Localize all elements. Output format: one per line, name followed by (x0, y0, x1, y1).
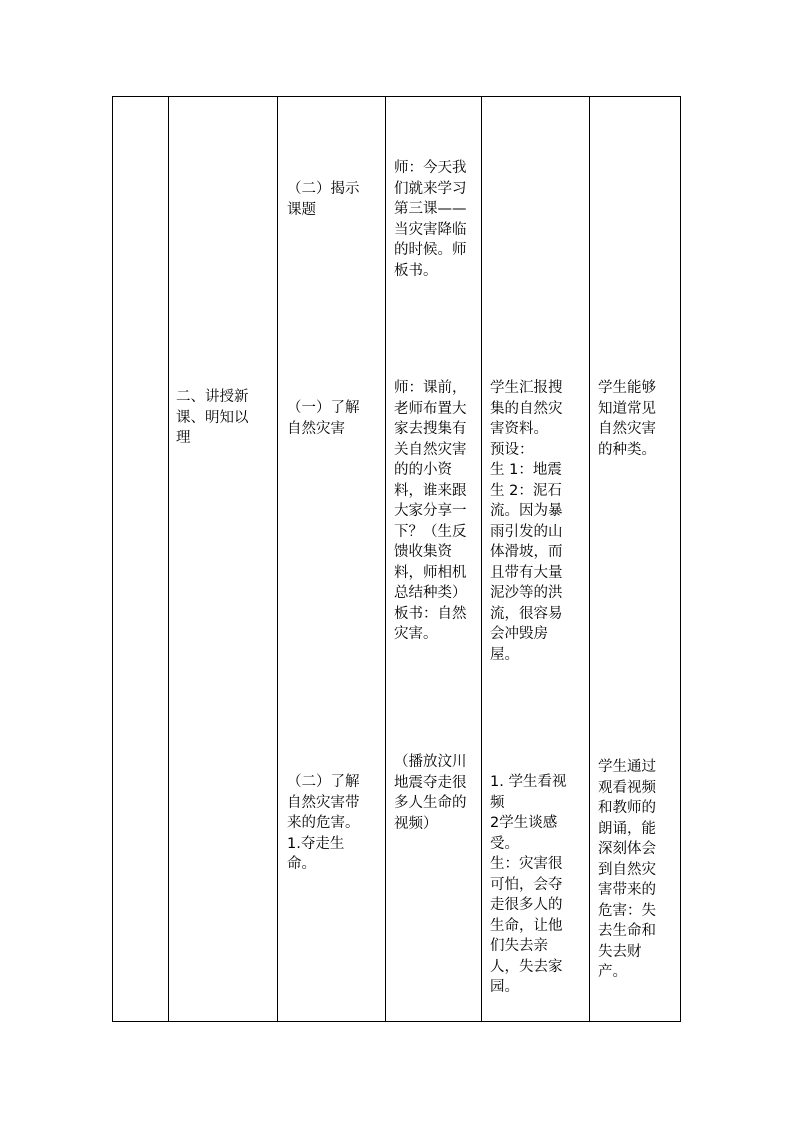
step-reveal-topic: （二）揭示 课题 (287, 181, 360, 218)
section-new-lesson: 二、讲授新 课、明知以 理 (176, 389, 249, 446)
column-divider (481, 97, 482, 1021)
goal-disaster-types: 学生能够 知道常见 自然灾害 的种类。 (598, 380, 656, 458)
student-activity-disasters: 学生汇报搜 集的自然灾 害资料。 预设： 生 1：地震 生 2：泥石 流。因为暴 雨引发的山 体滑坡，而 且带有大量 泥沙等的洪 流，很容易 会冲毁房 屋。 (490, 380, 563, 663)
step-understand-disasters: （一）了解 自然灾害 (287, 400, 360, 437)
column-divider (385, 97, 386, 1021)
teacher-activity-intro: 师：今天我 们就来学习 第三课—— 当灾害降临 的时候。师 板书。 (394, 160, 467, 279)
student-activity-video: 1. 学生看视 频 2学生谈感 受。 生：灾害很 可怕，会夺 走很多人的 生命，让他 们失去亲 人，失去家 园。 (490, 774, 567, 995)
lesson-plan-table (112, 96, 681, 1022)
column-divider (589, 97, 590, 1021)
column-divider (168, 97, 169, 1021)
teacher-activity-video: （播放汶川 地震夺走很 多人生命的 视频） (394, 754, 467, 832)
teacher-activity-disasters: 师：课前， 老师布置大 家去搜集有 关自然灾害 的的小资 料，谁来跟 大家分享一 下？（生反 馈收集资 料，师相机 总结种类） 板书：自然 灾害。 (394, 380, 467, 642)
goal-disaster-harm: 学生通过 观看视频 和教师的 朗诵，能 深刻体会 到自然灾 害带来的 危害：失 去生命和 失去财 产。 (598, 759, 656, 980)
column-divider (277, 97, 278, 1021)
step-disaster-harm: （二）了解 自然灾害带 来的危害。 1.夺走生 命。 (287, 774, 360, 872)
